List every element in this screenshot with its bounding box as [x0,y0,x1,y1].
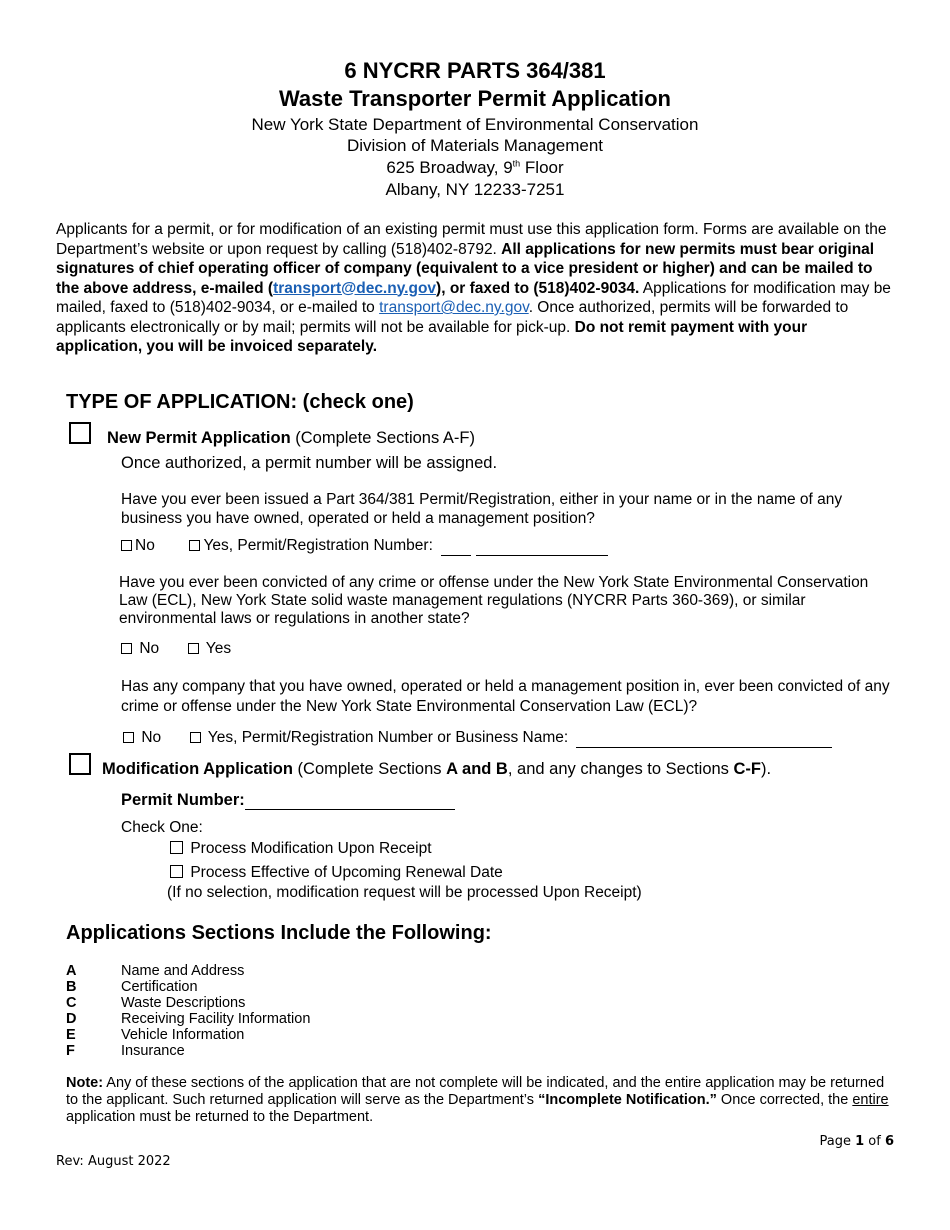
section-letter: A [66,963,77,979]
option-renewal-date: Process Effective of Upcoming Renewal Date [170,864,503,883]
revision-date: Rev: August 2022 [56,1154,171,1169]
section-name: Insurance [121,1043,185,1059]
page-number: Page 1 of 6 [819,1134,894,1149]
question-convicted: Have you ever been convicted of any crime or offense under the New York State Environmental Conservation Law (ECL), New York State solid waste management regulations (NYCRR Parts 360-369), or similar environmental laws or regulations in another state? [119,574,869,627]
check-one-label: Check One: [121,819,203,836]
email-link-2[interactable]: transport@dec.ny.gov [379,299,529,316]
option-upon-receipt: Process Modification Upon Receipt [170,840,432,859]
permit-number-field[interactable] [245,791,455,810]
question-company-convicted: Has any company that you have owned, operated or held a management position in, ever been convicted of any crime or offense under the New York State Environmental Conservation Law (ECL)? [121,678,890,715]
modification-checkbox[interactable] [69,753,91,775]
street-address: 625 Broadway, 9th Floor [386,158,564,177]
prior-permit-yes-checkbox[interactable] [189,540,200,551]
section-name: Vehicle Information [121,1027,245,1043]
application-type-heading: TYPE OF APPLICATION: (check one) [66,391,414,413]
section-name: Receiving Facility Information [121,1011,311,1027]
company-convicted-no-checkbox[interactable] [123,732,134,743]
new-permit-label: New Permit Application (Complete Sections A-F) [107,429,475,447]
email-link[interactable]: transport@dec.ny.gov [273,279,437,297]
question-prior-permit: Have you ever been issued a Part 364/381 Permit/Registration, either in your name or in the name of any business you have owned, operated or held a management position? [121,491,843,527]
section-name: Certification [121,979,198,995]
convicted-no-checkbox[interactable] [121,643,132,654]
sections-heading: Applications Sections Include the Following: [66,922,492,944]
section-letter: B [66,979,77,995]
company-permit-business-field[interactable] [576,747,832,748]
form-title: Waste Transporter Permit Application [278,86,671,111]
division-name: Division of Materials Management [346,136,604,155]
modification-label: Modification Application (Complete Sections A and B, and any changes to Sections C-F). [102,760,772,778]
section-name: Waste Descriptions [121,995,246,1011]
section-letter: E [66,1027,76,1043]
permit-assigned-text: Once authorized, a permit number will be assigned. [121,454,498,472]
renewal-date-checkbox[interactable] [170,865,183,878]
prior-permit-no-checkbox[interactable] [121,540,132,551]
section-letter: F [66,1043,75,1059]
company-convicted-yes-checkbox[interactable] [190,732,201,743]
section-letter: D [66,1011,77,1027]
section-name: Name and Address [121,963,245,979]
convicted-yes-checkbox[interactable] [188,643,199,654]
prior-permit-number-field-a[interactable] [441,555,471,556]
prior-permit-options: No Yes, Permit/Registration Number: [121,537,608,556]
upon-receipt-checkbox[interactable] [170,841,183,854]
new-permit-checkbox[interactable] [69,422,91,444]
convicted-options: No Yes [121,640,231,659]
form-title-code: 6 NYCRR PARTS 364/381 [344,58,606,83]
section-letter: C [66,995,77,1011]
no-selection-note: (If no selection, modification request will be processed Upon Receipt) [167,884,642,901]
intro-paragraph: Applicants for a permit, or for modification of an existing permit must use this application form. Forms are available on the Department’s website or upon request by calling (518)402-8792. All applications for new permits must bear original signatures of chief operating officer of company (equivalent to a vice president or higher) and can be mailed to the above address, e-mailed (transport@dec.ny.gov), or faxed to (518)402-9034. Applications for modification may be mailed, faxed to (518)402-9034, or e-mailed to transport@dec.ny.gov. Once authorized, permits will be forwarded to applicants electronically or by mail; permits will not be available for pick-up. Do not remit payment with your application, you will be invoiced separately. [56,221,891,355]
permit-number-row: Permit Number: [121,791,455,810]
prior-permit-number-field[interactable] [476,555,608,556]
city-address: Albany, NY 12233-7251 [385,180,565,199]
company-convicted-options: No Yes, Permit/Registration Number or Business Name: [123,729,832,748]
incomplete-note: Note: Any of these sections of the application that are not complete will be indicated, and the entire application may be returned to the applicant. Such returned application will serve as the Department’s “Incomplete Notification.” Once corrected, the entire application must be returned to the Department. [66,1075,889,1125]
agency-name: New York State Department of Environmental Conservation [251,115,699,134]
